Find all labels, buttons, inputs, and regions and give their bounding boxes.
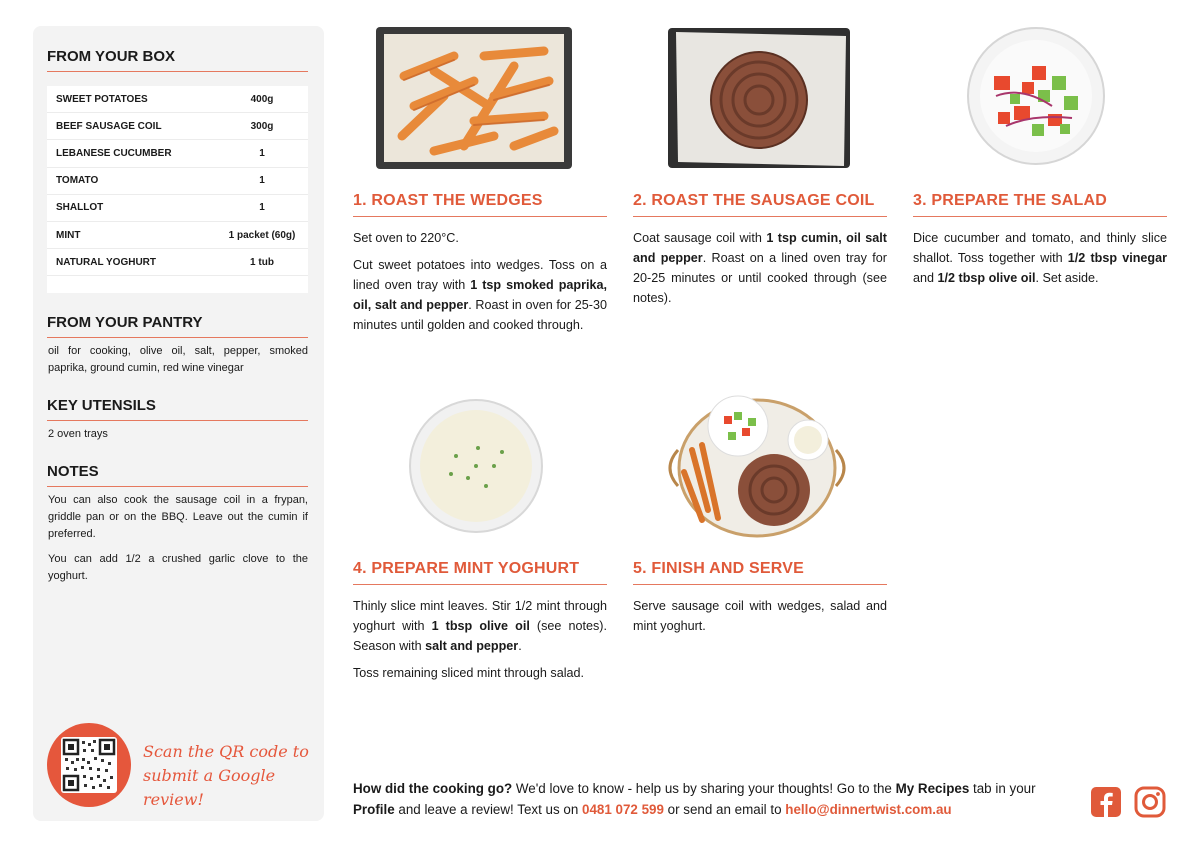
step-1-title: 1. ROAST THE WEDGES (353, 192, 607, 217)
salad-bowl-image (962, 26, 1110, 170)
footer-text-3: and leave a review! Text us on (394, 802, 583, 817)
step-text: Coat sausage coil with (633, 231, 767, 245)
step-3-body (913, 228, 1167, 295)
step-5-title: 5. FINISH AND SERVE (633, 560, 887, 585)
pantry-text: oil for cooking, olive oil, salt, pepper, smoked paprika, ground cumin, red wine vinegar (48, 345, 308, 374)
step-text: Thinly slice mint leaves. Stir 1/2 mint through yoghurt with (353, 599, 607, 633)
ingredient-name: BEEF SAUSAGE COIL (56, 120, 162, 132)
step-2-title: 2. ROAST THE SAUSAGE COIL (633, 192, 887, 217)
sausage-coil-image (666, 26, 852, 170)
ingredient-qty: 300g (250, 120, 274, 132)
step-1-body (353, 228, 607, 342)
step-paragraph (353, 228, 607, 248)
step-paragraph (633, 228, 887, 308)
ingredient-row (47, 113, 308, 140)
footer-text-4: or send an email to (663, 802, 786, 817)
footer-text-2: tab in your (969, 781, 1036, 796)
step-text-bold: 1 tbsp olive oil (431, 619, 530, 633)
ingredient-name: SHALLOT (56, 202, 104, 214)
step-paragraph (633, 596, 887, 636)
qr-code-icon[interactable] (61, 737, 117, 793)
ingredient-name: NATURAL YOGHURT (56, 256, 156, 268)
ingredient-row (47, 168, 308, 195)
footer-text-1: We'd love to know - help us by sharing your thoughts! Go to the (512, 781, 896, 796)
ingredient-row (47, 222, 308, 249)
step-text: . Roast in oven for 25-30 minutes until golden and cooked through. (353, 298, 607, 332)
ingredient-name: TOMATO (56, 175, 99, 187)
step-text: . Roast on a lined oven tray for 20-25 minutes or until cooked through (see notes). (633, 251, 887, 305)
step-text: Set oven to 220°C. (353, 231, 459, 245)
ingredient-name: SWEET POTATOES (56, 93, 148, 105)
step-text-bold: 1 tsp cumin, oil salt and pepper (633, 231, 887, 265)
instagram-icon[interactable] (1134, 786, 1166, 818)
step-2-body (633, 228, 887, 315)
step-text: . (518, 639, 522, 653)
step-4-title: 4. PREPARE MINT YOGHURT (353, 560, 607, 585)
ingredient-row (47, 249, 308, 276)
ingredient-qty: 1 tub (250, 256, 274, 268)
step-text-bold: salt and pepper (425, 639, 519, 653)
step-text-bold: 1/2 tbsp olive oil (937, 271, 1036, 285)
ingredient-qty: 400g (250, 93, 274, 105)
email-link[interactable]: hello@dinnertwist.com.au (785, 802, 952, 817)
box-heading: FROM YOUR BOX (47, 48, 308, 72)
ingredient-qty: 1 (259, 147, 265, 159)
sidebar (33, 26, 324, 821)
utensils-heading: KEY UTENSILS (47, 397, 308, 421)
pantry-heading: FROM YOUR PANTRY (47, 314, 308, 338)
step-text: Toss remaining sliced mint through salad. (353, 666, 584, 680)
footer-question: How did the cooking go? (353, 781, 513, 796)
ingredient-qty: 1 (259, 202, 265, 214)
wedges-tray-image (374, 26, 574, 170)
step-text: Dice cucumber and tomato, and thinly slice shallot. Toss together with (913, 231, 1167, 265)
step-text: Serve sausage coil with wedges, salad and mint yoghurt. (633, 599, 887, 633)
step-text: (see notes). Season with (353, 619, 607, 653)
utensils-text: 2 oven trays (48, 428, 108, 440)
ingredient-qty: 1 packet (60g) (228, 229, 296, 241)
step-text-bold: 1/2 tbsp vinegar (1067, 251, 1167, 265)
ingredient-row (47, 195, 308, 222)
step-paragraph (353, 255, 607, 335)
step-text-bold: 1 tsp smoked paprika, oil, salt and pepper (353, 278, 607, 312)
ingredient-qty: 1 (259, 175, 265, 187)
step-paragraph (913, 228, 1167, 288)
qr-badge[interactable] (47, 723, 131, 807)
my-recipes-link[interactable]: My Recipes (895, 781, 970, 796)
step-paragraph (353, 663, 607, 683)
qr-label: Scan the QR code to submit a Google review! (143, 742, 309, 809)
notes-text (48, 492, 308, 593)
ingredient-row (47, 86, 308, 113)
ingredient-row (47, 140, 308, 167)
notes-heading: NOTES (47, 463, 308, 487)
ingredient-name: MINT (56, 229, 81, 241)
step-text: Cut sweet potatoes into wedges. Toss on a lined oven tray with (353, 258, 607, 292)
step-text: . Set aside. (1035, 271, 1099, 285)
ingredients-table (47, 86, 308, 293)
review-footer (353, 778, 1073, 820)
note-2: You can add 1/2 a crushed garlic clove to the yoghurt. (48, 553, 308, 582)
note-1: You can also cook the sausage coil in a frypan, griddle pan or on the BBQ. Leave out the cumin if preferred. (48, 494, 308, 540)
ingredient-name: LEBANESE CUCUMBER (56, 147, 172, 159)
step-4-body (353, 596, 607, 690)
step-5-body (633, 596, 887, 643)
yoghurt-bowl-image (406, 396, 546, 536)
step-paragraph (353, 596, 607, 656)
step-3-title: 3. PREPARE THE SALAD (913, 192, 1167, 217)
facebook-icon[interactable] (1090, 786, 1122, 818)
serving-platter-image (662, 390, 852, 540)
phone-link[interactable]: 0481 072 599 (582, 802, 664, 817)
step-text: and (913, 271, 938, 285)
profile-link[interactable]: Profile (353, 802, 395, 817)
